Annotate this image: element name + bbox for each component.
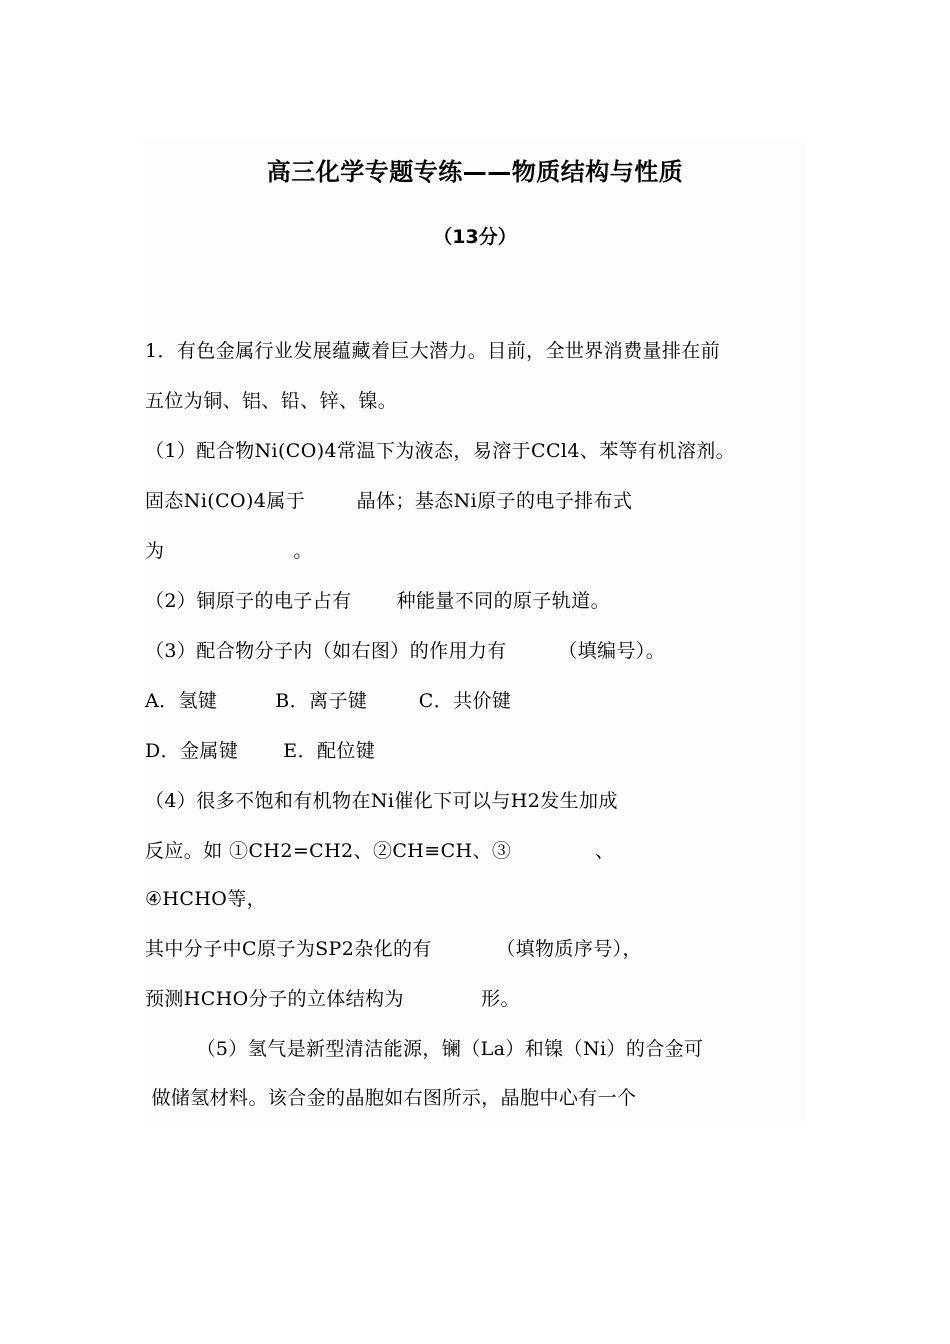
question-line: （1）配合物Ni(CO)4常温下为液态，易溶于CCl4、苯等有机溶剂。 [145,440,736,462]
question-line: 做储氢材料。该合金的晶胞如右图所示，晶胞中心有一个 [145,1087,637,1109]
question-line: 五位为铜、铝、铅、锌、镍。 [145,390,398,412]
question-line: （2）铜原子的电子占有 种能量不同的原子轨道。 [145,590,610,612]
question-line: 固态Ni(CO)4属于 晶体；基态Ni原子的电子排布式 [145,490,633,512]
question-line: （5）氢气是新型清洁能源，镧（La）和镍（Ni）的合金可 [145,1038,704,1060]
question-line: 1．有色金属行业发展蕴藏着巨大潜力。目前，全世界消费量排在前 [145,340,721,362]
document-page [142,140,806,1122]
question-line: 反应。如 ①CH2=CH2、②CH≡CH、③ 、 [145,840,615,862]
question-line: 为 。 [145,540,313,562]
option-line: D．金属键 E．配位键 [145,740,376,762]
question-line: （3）配合物分子内（如右图）的作用力有 （填编号）。 [145,640,666,662]
score-label: （13分） [433,226,517,248]
question-line: 预测HCHO分子的立体结构为 形。 [145,988,520,1010]
question-line: 其中分子中C原子为SP2杂化的有 （填物质序号）， [145,938,642,960]
question-line: （4）很多不饱和有机物在Ni催化下可以与H2发生加成 [145,790,618,812]
option-line: A．氢键 B．离子键 C．共价键 [145,690,512,712]
question-line: ④HCHO等， [145,888,267,910]
document-title: 高三化学专题专练——物质结构与性质 [266,158,684,186]
